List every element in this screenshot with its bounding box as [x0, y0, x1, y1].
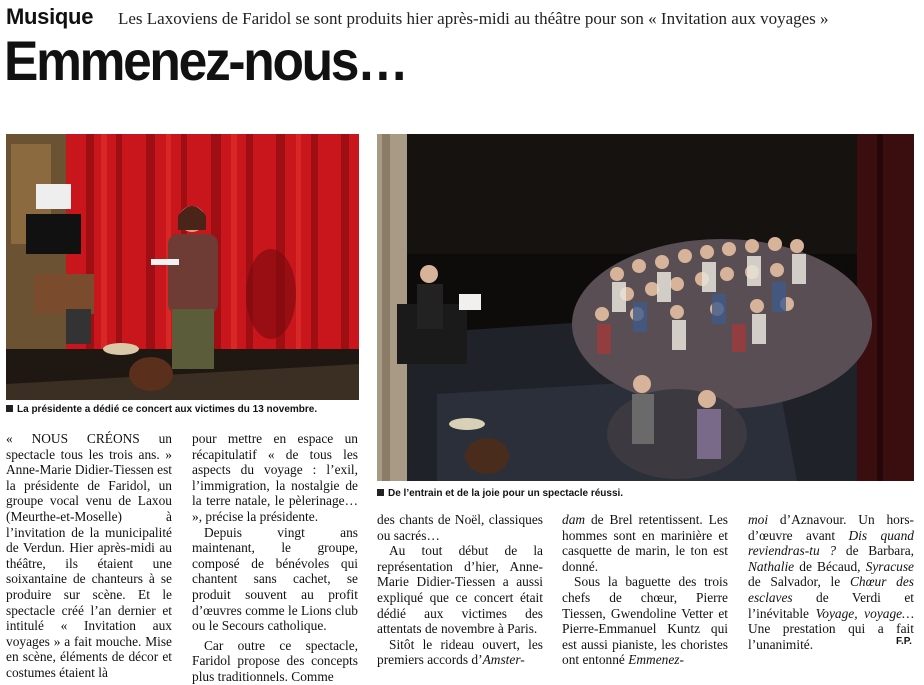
paragraph: moi d’Aznavour. Un hors-d’œuvre avant Dis quand reviendras-tu ? de Barbara, Nathalie de Bécaud, Syracuse de Salvador, le Chœur des esclaves de Verdi et l’inévitable Voyage, voyage… Une prestation qui a fait l’unanimité.	[748, 512, 915, 652]
article-headline: Emmenez-nous…	[4, 29, 407, 92]
photo-caption-left: La présidente a dédié ce concert aux victimes du 13 novembre.	[6, 404, 317, 415]
section-rubric: Musique	[6, 4, 94, 29]
photo-choir-on-stage	[377, 134, 914, 481]
article-column-1	[6, 431, 172, 681]
paragraph: « NOUS CRÉONS un spectacle tous les trois ans. » Anne-Marie Didier-Tiessen est la présidente de Faridol, un groupe vocal venu de Laxou (Meurthe-et-Moselle) à l’invitation de la municipalité de Verdun. Hier après-midi au théâtre, ils étaient une soixantaine de chanteurs à se produire sur scène. Et le spectacle créé l’an dernier et intitulé « Invitation aux voyages » a fait mouche. Mise en scène, éléments de décor et costumes étaient là	[6, 431, 172, 680]
paragraph: pour mettre en espace un récapitulatif « de tous les aspects du voyage : l’exil, l’immigration, la nostalgie de la terre natale, le pèlerinage… », précise la présidente.	[192, 431, 358, 524]
caption-bullet-icon	[6, 405, 13, 412]
paragraph: Car outre ce spectacle, Faridol propose des concepts plus traditionnels. Comme	[192, 637, 358, 684]
author-credit: F.P.	[896, 636, 912, 647]
paragraph: Depuis vingt ans maintenant, le groupe, composé de bénévoles qui chantent sans cachet, se produit souvent au profit d’œuvres comme le Lions club ou le Secours catholique.	[192, 524, 358, 634]
paragraph: des chants de Noël, classiques ou sacrés…	[377, 512, 543, 543]
paragraph: dam de Brel retentissent. Les hommes sont en marinière et casquette de marin, le ton est donné.	[562, 512, 728, 574]
article-subheading: Les Laxoviens de Faridol se sont produits hier après-midi au théâtre pour son « Invitation aux voyages »	[118, 9, 829, 28]
paragraph: Au tout début de la représentation d’hier, Anne-Marie Didier-Tiessen a aussi expliqué que ce concert était dédié aux victimes des attentats de novembre à Paris.	[377, 543, 543, 637]
article-column-4	[562, 512, 728, 668]
photo-president-speaking	[6, 134, 359, 400]
paragraph: Sitôt le rideau ouvert, les premiers accords d’Amster-	[377, 636, 543, 668]
photo-caption-right: De l’entrain et de la joie pour un spectacle réussi.	[377, 488, 623, 499]
article-column-2	[192, 431, 358, 685]
caption-bullet-icon	[377, 489, 384, 496]
article-column-5	[748, 512, 914, 652]
article-column-3	[377, 512, 543, 668]
paragraph: Sous la baguette des trois chefs de chœur, Pierre Tiessen, Gwendoline Vetter et Pierre-Emmanuel Kuntz qui est aussi pianiste, les choristes ont entonné Emmenez-	[562, 574, 728, 668]
